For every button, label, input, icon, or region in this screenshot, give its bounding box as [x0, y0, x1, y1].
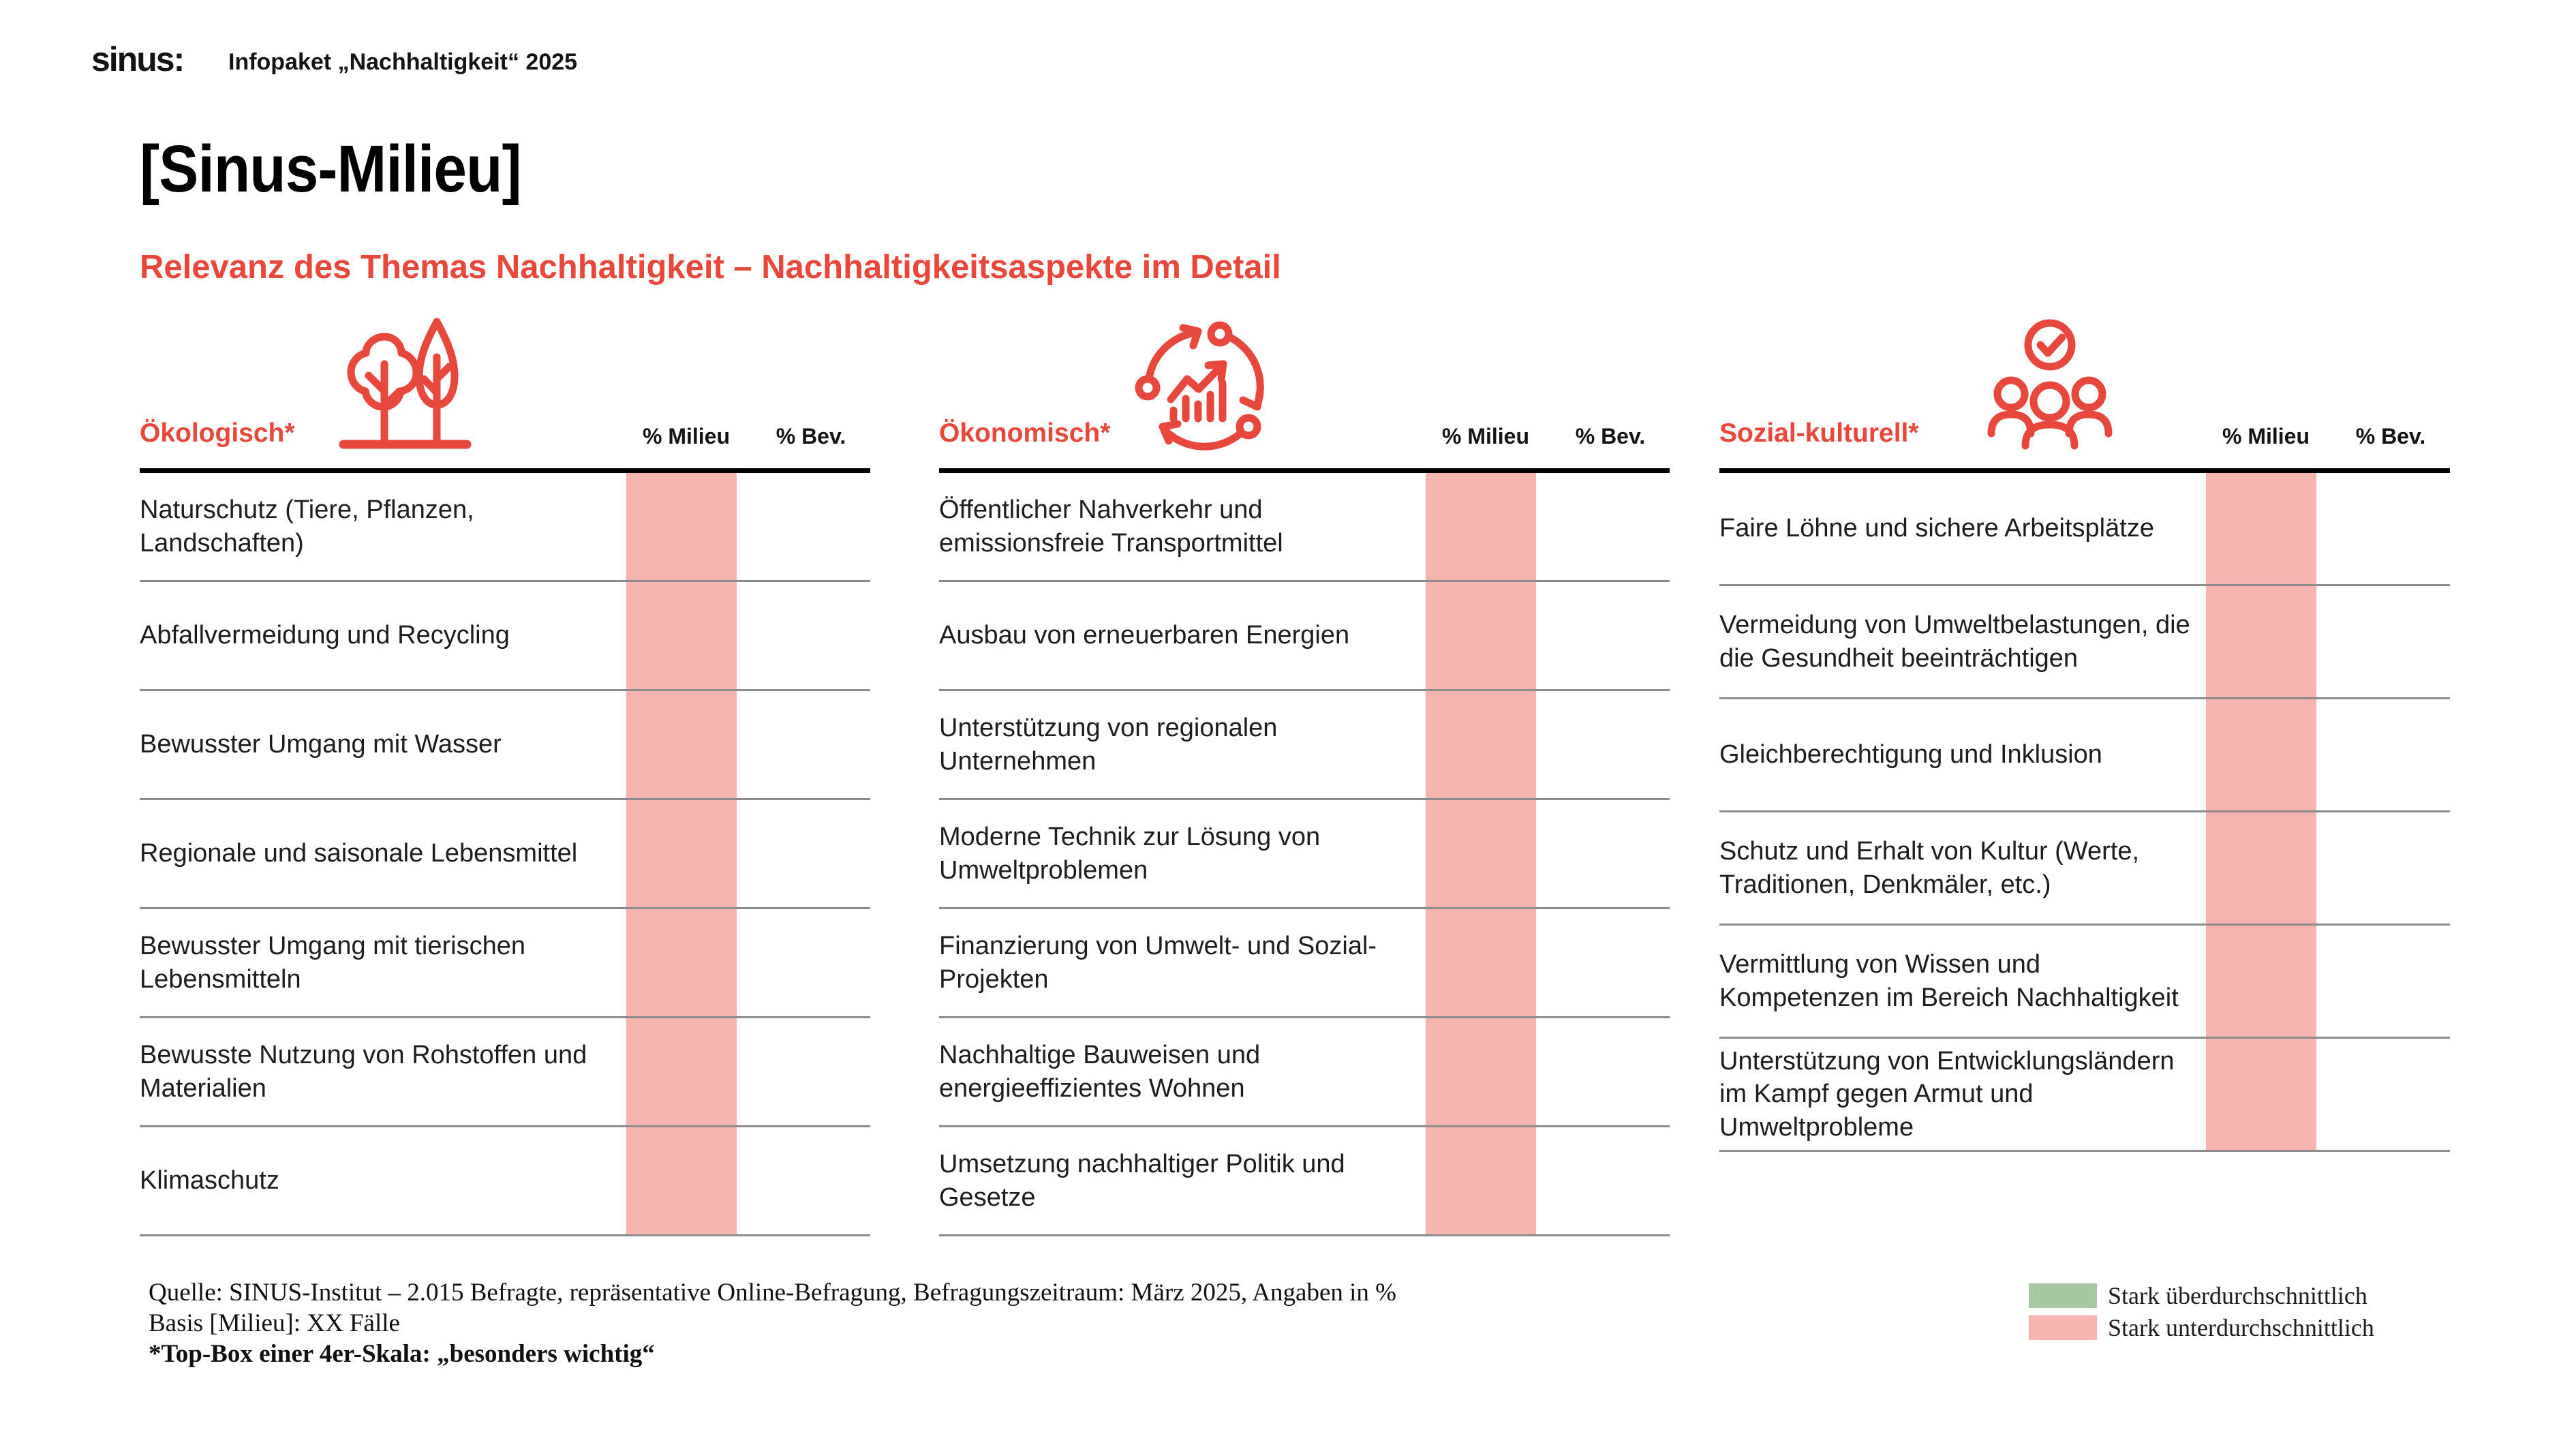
table-row: [939, 1127, 1670, 1236]
table-row: [140, 473, 870, 582]
table-row: [140, 800, 870, 909]
source-note: [149, 1277, 1396, 1369]
row-label: Gleichberechtigung und Inklusion: [1719, 740, 2102, 769]
bev-column-header: % Bev.: [1575, 424, 1646, 448]
table-row: [1719, 1039, 2450, 1152]
row-label: Bewusster Umgang mit Wasser: [140, 730, 502, 759]
table-row: [140, 909, 870, 1018]
table-row: [1719, 473, 2450, 586]
row-label: Vermittlung von Wissen und Kompetenzen im Bereich Nachhaltigkeit: [1719, 950, 2179, 1012]
table-oekologisch: [140, 468, 870, 1236]
basis-line: Basis [Milieu]: XX Fälle: [149, 1309, 400, 1337]
legend-label: Stark unterdurchschnittlich: [2108, 1314, 2374, 1341]
circular-economy-icon: [1133, 311, 1276, 454]
row-label: Bewusste Nutzung von Rohstoffen und Materialien: [140, 1041, 587, 1103]
row-label: Unterstützung von regionalen Unternehmen: [939, 714, 1278, 776]
table-row: [1719, 812, 2450, 926]
table-row: [1719, 926, 2450, 1039]
legend-swatch-green: [2029, 1283, 2097, 1308]
row-label: Schutz und Erhalt von Kultur (Werte, Traditionen, Denkmäler, etc.): [1719, 837, 2140, 899]
table-row: [939, 473, 1670, 582]
table-row: [939, 691, 1670, 800]
legend-swatch-pink: [2029, 1315, 2097, 1340]
column-sozial-kulturell: [1719, 0, 2450, 1449]
column-oekonomisch: [939, 0, 1670, 1449]
row-label: Bewusster Umgang mit tierischen Lebensmitteln: [140, 932, 525, 994]
row-label: Naturschutz (Tiere, Pflanzen, Landschaften): [140, 495, 474, 558]
table-row: [140, 1127, 870, 1236]
people-check-icon: [1978, 311, 2121, 454]
table-row: [140, 691, 870, 800]
trees-icon: [333, 311, 476, 454]
row-label: Moderne Technik zur Lösung von Umweltproblemen: [939, 823, 1321, 885]
table-row: [140, 582, 870, 691]
column-header: Ökologisch*: [140, 418, 295, 448]
row-label: Klimaschutz: [140, 1166, 279, 1195]
table-row: [1719, 586, 2450, 699]
subtitle: Relevanz des Themas Nachhaltigkeit – Nachhaltigkeitsaspekte im Detail: [140, 249, 1281, 286]
row-label: Vermeidung von Umweltbelastungen, die die Gesundheit beeinträchtigen: [1719, 611, 2190, 673]
milieu-column-header: % Milieu: [642, 424, 731, 448]
table-row: [939, 582, 1670, 691]
column-header: Sozial-kulturell*: [1719, 418, 1919, 448]
legend-item-above-average: [2029, 1283, 2374, 1309]
page-title: [Sinus-Milieu]: [140, 132, 521, 206]
source-line: Quelle: SINUS-Institut – 2.015 Befragte, repräsentative Online-Befragung, Befragungszeitraum: März 2025, Angaben in %: [149, 1279, 1396, 1307]
row-label: Abfallvermeidung und Recycling: [140, 621, 510, 650]
table-row: [939, 1018, 1670, 1127]
table-row: [939, 800, 1670, 909]
row-label: Umsetzung nachhaltiger Politik und Gesetze: [939, 1150, 1345, 1212]
row-label: Faire Löhne und sichere Arbeitsplätze: [1719, 514, 2154, 543]
row-label: Nachhaltige Bauweisen und energieeffizientes Wohnen: [939, 1041, 1261, 1103]
table-row: [140, 1018, 870, 1127]
sinus-logo: sinus:: [91, 40, 184, 78]
footnote-line: *Top-Box einer 4er-Skala: „besonders wichtig“: [149, 1340, 655, 1368]
milieu-column-header: % Milieu: [2222, 424, 2310, 448]
table-sozial-kulturell: [1719, 468, 2450, 1152]
column-oekologisch: [140, 0, 870, 1449]
legend-item-below-average: [2029, 1315, 2374, 1341]
row-label: Ausbau von erneuerbaren Energien: [939, 621, 1350, 650]
legend-label: Stark überdurchschnittlich: [2108, 1282, 2367, 1309]
packet-title: Infopaket „Nachhaltigkeit“ 2025: [228, 49, 578, 75]
row-label: Regionale und saisonale Lebensmittel: [140, 839, 578, 868]
row-label: Unterstützung von Entwicklungsländern im Kampf gegen Armut und Umweltprobleme: [1719, 1047, 2175, 1142]
milieu-column-header: % Milieu: [1441, 424, 1530, 448]
column-header: Ökonomisch*: [939, 418, 1111, 448]
legend: [2029, 1283, 2374, 1341]
bev-column-header: % Bev.: [776, 424, 846, 448]
table-row: [939, 909, 1670, 1018]
row-label: Öffentlicher Nahverkehr und emissionsfreie Transportmittel: [939, 495, 1283, 558]
row-label: Finanzierung von Umwelt- und Sozial-Projekten: [939, 932, 1377, 994]
table-row: [1719, 699, 2450, 812]
table-oekonomisch: [939, 468, 1670, 1236]
bev-column-header: % Bev.: [2355, 424, 2426, 448]
